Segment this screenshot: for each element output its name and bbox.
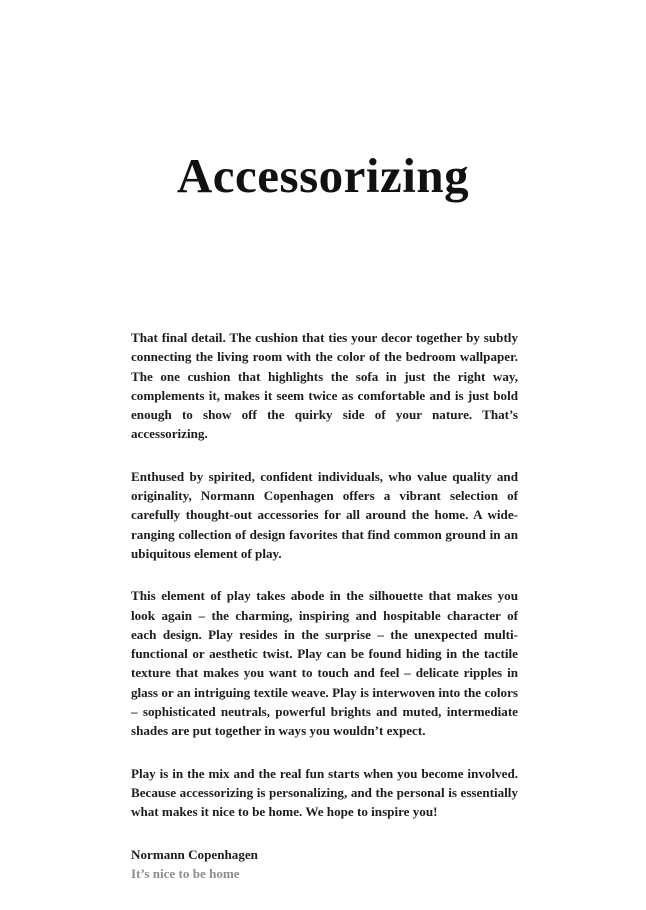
signature-name: Normann Copenhagen xyxy=(131,846,258,862)
body-text xyxy=(131,328,518,883)
page-title: Accessorizing xyxy=(176,148,470,203)
paragraph-closing: Play is in the mix and the real fun starts when you become involved. Because accessorizing is personalizing, and the personal is essentially what makes it nice to be home. We hope to inspire you! xyxy=(131,765,518,820)
signature-tagline: It’s nice to be home xyxy=(131,865,240,881)
paragraph-brand: Enthused by spirited, confident individuals, who value quality and originality, Normann Copenhagen offers a vibrant selection of carefully thought-out accessories for all around the home. A wide-ranging collection of design favorites that find common ground in an ubiquitous element of play. xyxy=(131,468,518,561)
paragraph-intro: That final detail. The cushion that ties your decor together by subtly connecting the living room with the color of the bedroom wallpaper. The one cushion that highlights the sofa in just the right way, complements it, makes it seem twice as comfortable and is just bold enough to show off the quirky side of your nature. That’s accessorizing. xyxy=(131,330,518,442)
paragraph-play: This element of play takes abode in the silhouette that makes you look again – the charming, inspiring and hospitable character of each design. Play resides in the surprise – the unexpected multi-functional or aesthetic twist. Play can be found hiding in the tactile texture that makes you want to touch and feel – delicate ripples in glass or an intriguing textile weave. Play is interwoven into the colors – sophisticated neutrals, powerful brights and muted, intermediate shades are put together in ways you wouldn’t expect. xyxy=(131,588,518,739)
